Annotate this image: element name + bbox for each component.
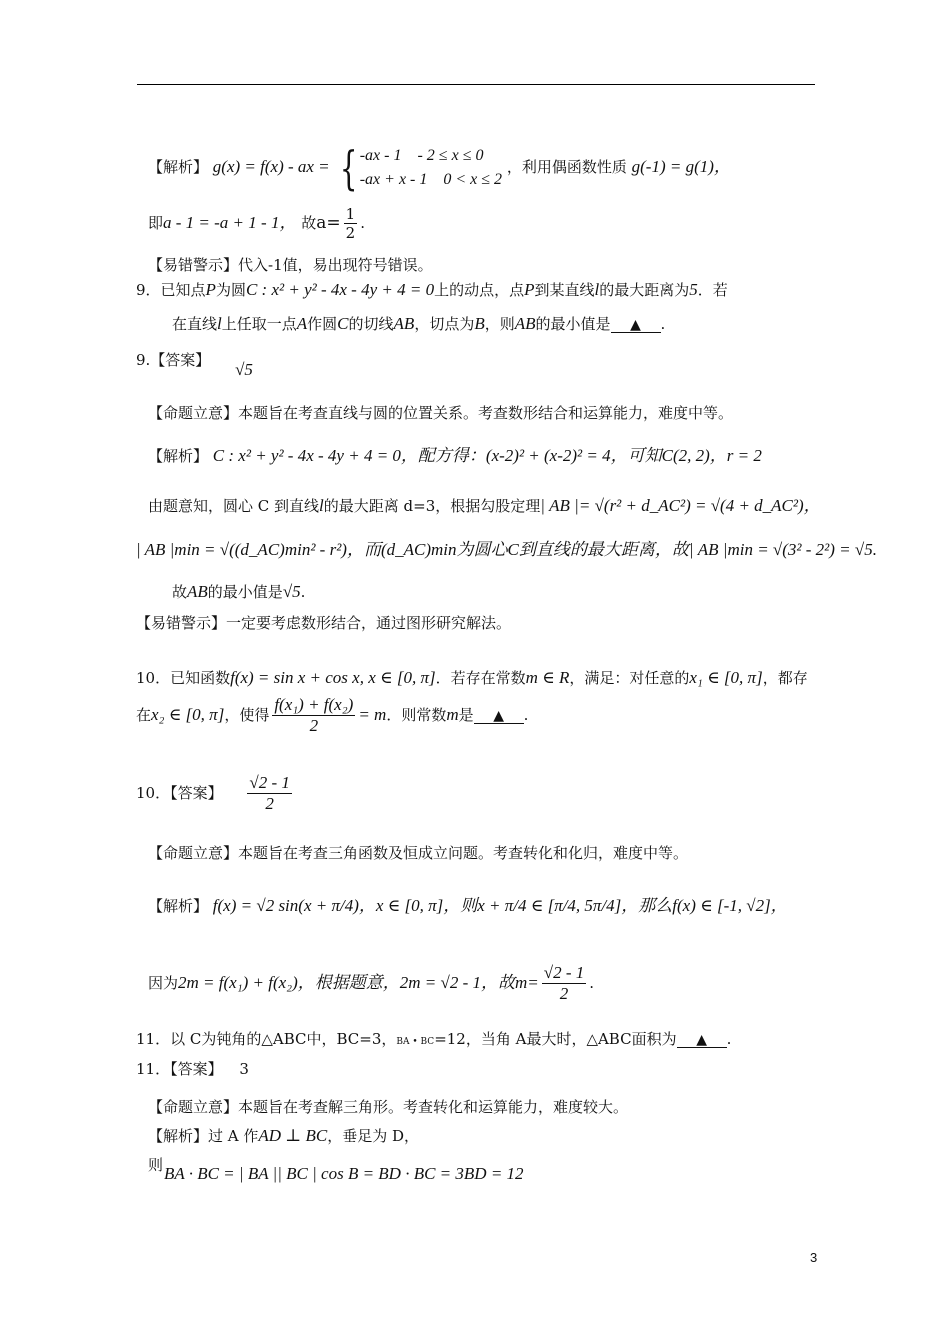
analysis-10: 【解析】 f(x) = √2 sin(x + π/4)，x ∈ [0, π]，则x + π/4 ∈ [π/4, 5π/4]，那么f(x) ∈ [-1, √2]， [148,896,788,915]
answer-value: 3 [239,1060,249,1078]
vector-dot: BA • BC [396,1037,435,1047]
analysis-10-result: 因为2m = f(x₁) + f(x₂)，根据题意，2m = √2 - 1，故m= $\frac{√2 - 1}{2}$ . [148,963,595,1003]
header-rule [137,84,815,85]
analysis-11-then: 则 [148,1156,164,1174]
question-10: 10．已知函数f(x) = sin x + cos x, x ∈ [0, π]．若存在常数m ∈ R，满足：对任意的x₁ ∈ [0, π]，都存 [136,668,808,687]
case-row: -ax - 1 - 2 ≤ x ≤ 0 [359,147,484,164]
body-text: 即 [148,213,164,232]
answer-value: $\frac{√2 - 1}{2}$ [249,773,290,813]
analysis-piecewise-line [148,141,731,195]
answer-blank: ▲ [611,318,661,333]
answer-blank: ▲ [474,709,524,724]
intent: 【命题立意】本题旨在考查解三角形。考查转化和运算能力，难度较大。 [148,1098,629,1116]
error-warning: 【易错警示】一定要考虑数形结合，通过图形研究解法。 [136,614,512,632]
math-expression: BA · BC = | BA || BC | cos B = BD · BC = 3BD = 12 [164,1164,524,1183]
question-9: 9．已知点P为圆C : x² + y² - 4x - 4y + 4 = 0上的动点，点P到某直线l的最大距离为5．若 [136,280,728,299]
analysis-conclusion-line: 即a - 1 = -a + 1 - 1， 故a= $\frac{1}{2}$ . [148,205,365,242]
intent: 【命题立意】本题旨在考查直线与圆的位置关系。考查数形结合和运算能力，难度中等。 [148,404,734,422]
body-text: ，利用偶函数性质 [506,158,627,176]
answer-10: 10．【答案】 $\frac{√2 - 1}{2}$ [136,773,290,813]
math-expression: | AB |= √(r² + d_AC²) = √(4 + d_AC²)， [540,496,821,515]
fraction: $\frac{1}{2}$ [345,205,356,242]
math-expression: g(-1) = g(1)， [631,157,731,176]
analysis-9-distance: 由题意知，圆心 C 到直线l的最大距离 d=3，根据勾股定理| AB |= √(r² + d_AC²) = √(4 + d_AC²)， [148,496,821,515]
math-expression: a= [316,212,341,233]
page-number: 3 [810,1250,818,1265]
piecewise-cases [334,141,503,195]
question-9-cont: 在直线l上任取一点A作圆C的切线AB，切点为B，则AB的最小值是 ▲ . [172,314,666,333]
answer-value: √5 [235,360,253,379]
section-label: 【解析】 [148,158,209,176]
question-10-cont: 在x₂ ∈ [0, π]，使得 $\frac{\text{f(x₁) + f(x₂)}}{2}$ = m．则常数m是 ▲ . [136,695,529,735]
math-expression: | AB |min = √((d_AC)min² - r²)，而(d_AC)min为圆心C到直线的最大距离，故| AB |min = √(3² - 2²) = √5. [136,540,877,559]
intent: 【命题立意】本题旨在考查三角函数及恒成立问题。考查转化和化归，难度中等。 [148,844,689,862]
fraction: $\frac{√2 - 1}{2}$ [543,963,585,1003]
math-expression: f(x) = √2 sin(x + π/4)，x ∈ [0, π]，则x + π/4 ∈ [π/4, 5π/4]，那么f(x) ∈ [-1, √2]， [212,896,788,915]
math-expression: C : x² + y² - 4x - 4y + 4 = 0，配方得：(x-2)² + (x-2)² = 4，可知C(2, 2)，r = 2 [212,446,762,465]
fraction: $\frac{\text{f(x₁) + f(x₂)}}{2}$ [274,695,354,735]
answer-9: 9.【答案】 √5 [136,351,253,379]
left-brace-icon: { [340,141,358,195]
answer-11: 11．【答案】 3 [136,1060,249,1078]
answer-blank: ▲ [677,1033,727,1048]
math-expression: g(x) = f(x) - ax = [212,157,330,176]
case-row: -ax + x - 1 0 < x ≤ 2 [359,171,503,188]
math-expression: a - 1 = -a + 1 - 1， [163,212,297,232]
error-warning: 【易错警示】代入-1值，易出现符号错误。 [148,256,433,274]
analysis-9-min [136,540,877,560]
analysis-9: 【解析】 C : x² + y² - 4x - 4y + 4 = 0，配方得：(x-2)² + (x-2)² = 4，可知C(2, 2)，r = 2 [148,446,762,465]
analysis-9-result: 故AB的最小值是√5. [172,582,306,601]
body-text: 故 [301,213,317,232]
analysis-11-math [164,1164,524,1184]
analysis-11: 【解析】过 A 作AD ⊥ BC，垂足为 D， [148,1126,420,1145]
question-11: 11．以 C为钝角的△ABC中，BC=3，BA • BC=12，当角 A最大时，△ABC面积为 ▲ . [136,1030,732,1048]
